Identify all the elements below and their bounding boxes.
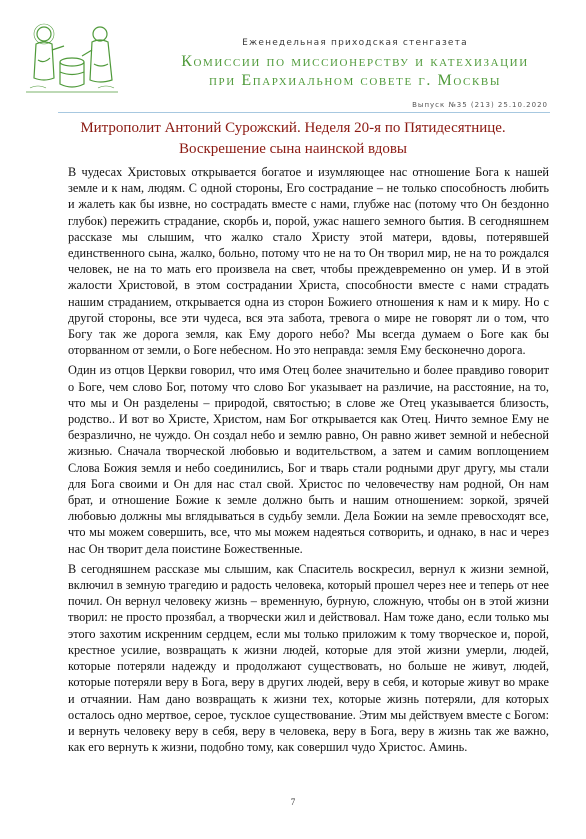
article-body [68, 164, 549, 759]
newspaper-title-line1: Комиссии по миссионерству и катехизации [181, 53, 529, 70]
paragraph-3: В сегодняшнем рассказе мы слышим, как Спаситель воскресил, вернул к жизни земной, включил в земную трагедию и радость человека, который прошел через нее и теперь от нее почил. Он вернул человеку жизнь – временную, бурную, сложную, чтобы он в этой жизни творил: не просто прозябал, а творчески жил и действовал. Нам тоже дано, если только мы этого захотим искренним сердцем, если мы только приложим к тому творческое и, порой, крестное усилие, возвращать к жизни людей, которые для этой жизни умерли, людей, которые потеряли надежду и продолжают существовать, но больше не живут, людей, которые потеряли веру в Бога, веру в других людей, веру в себя, и которые живут во мраке и отчаянии. Нам дано возвращать к жизни тех, которые жизнь потеряли, для которых осталось одно мертвое, серое, тусклое существование. Этим мы действуем вместе с Богом: и вернуть человеку веру в себя, веру в человека, веру в Бога, веру в жизнь так же важно, как его вернуть к жизни, подобно тому, как совершил чудо Христос. Аминь. [68, 561, 549, 755]
issue-number: Выпуск №35 (213) 25.10.2020 [412, 101, 548, 109]
article-heading-line1: Митрополит Антоний Сурожский. Неделя 20-я по Пятидесятнице. [80, 120, 506, 136]
article-heading-line2: Воскрешение сына наинской вдовы [178, 141, 408, 157]
newspaper-subtitle: Еженедельная приходская стенгазета [242, 38, 468, 48]
newspaper-title-line2: при Епархиальном совете г. Москвы [208, 72, 502, 89]
header-divider [58, 112, 550, 113]
masthead [0, 0, 586, 108]
christ-samaritan-woman-logo-icon [24, 20, 120, 100]
paragraph-1: В чудесах Христовых открывается богатое и изумляющее нас отношение Бога к нашей земле и к нам, людям. С одной стороны, Его сострадание – не только способность любить и жалеть как бы извне, но сострадать вместе с нами, глубже нас (потому что Он бездонно глубок) пережить страдание, скорбь и, порой, ужас нашего земного бытия. В сегодняшнем рассказе мы слышим, что жалко стало Христу этой матери, вдовы, потерявшей единственного сына, жалко, больно, потому что не на то Он творил мир, не на то рождался человек, не на то мать его произвела на свет, чтобы преждевременно он умер. И в этой жалости Христовой, в этом сострадании Христа, способности вместе с нами страдать нашим страданием, открывается одна из сторон Божиего отношения к нам и к миру. Но с другой стороны, все эти чудеса, вся эта забота, тревога о мире не говорят ли о том, что Богу так же дорога земля, как Ему дорого небо? Мы всегда думаем о Боге как бы оторванном от земли, о Боге небесном. Но это неправда: земля Ему бесконечно дорога. [68, 165, 549, 358]
paragraph-2: Один из отцов Церкви говорил, что имя Отец более значительно и более правдиво говорит о Боге, чем слово Бог, потому что слово Бог указывает на различие, на расстояние, на то, что мы и Он разделены – природой, святостью; в слове же Отец указывается близость, родство.. И вот во Христе, Христом, нам Бог открывается как Отец. Ничто земное Ему не безразлично, не чуждо. Он создал небо и землю равно, Он равно живет земной и небесной жизнью. Сначала творческой любовью и водительством, а затем и самим воплощением Слова Божия земля и небо соединились, Бог и тварь стали родными друг другу, мы стали для Бога своими и Он для нас стал свой. Христос по человечеству нам родной, Он нам брат, и отношение Божие к земле должно быть и нашим отношением: зоркой, зрячей любовью должны мы вглядываться в судьбу земли. Дела Божии на земле превосходят все, что мы можем совершить, все, что мы можем надеяться сотворить, и однако, в нас и через нас Он творит дела поистине Божественные. [68, 363, 549, 556]
page-number: 7 [290, 797, 296, 807]
